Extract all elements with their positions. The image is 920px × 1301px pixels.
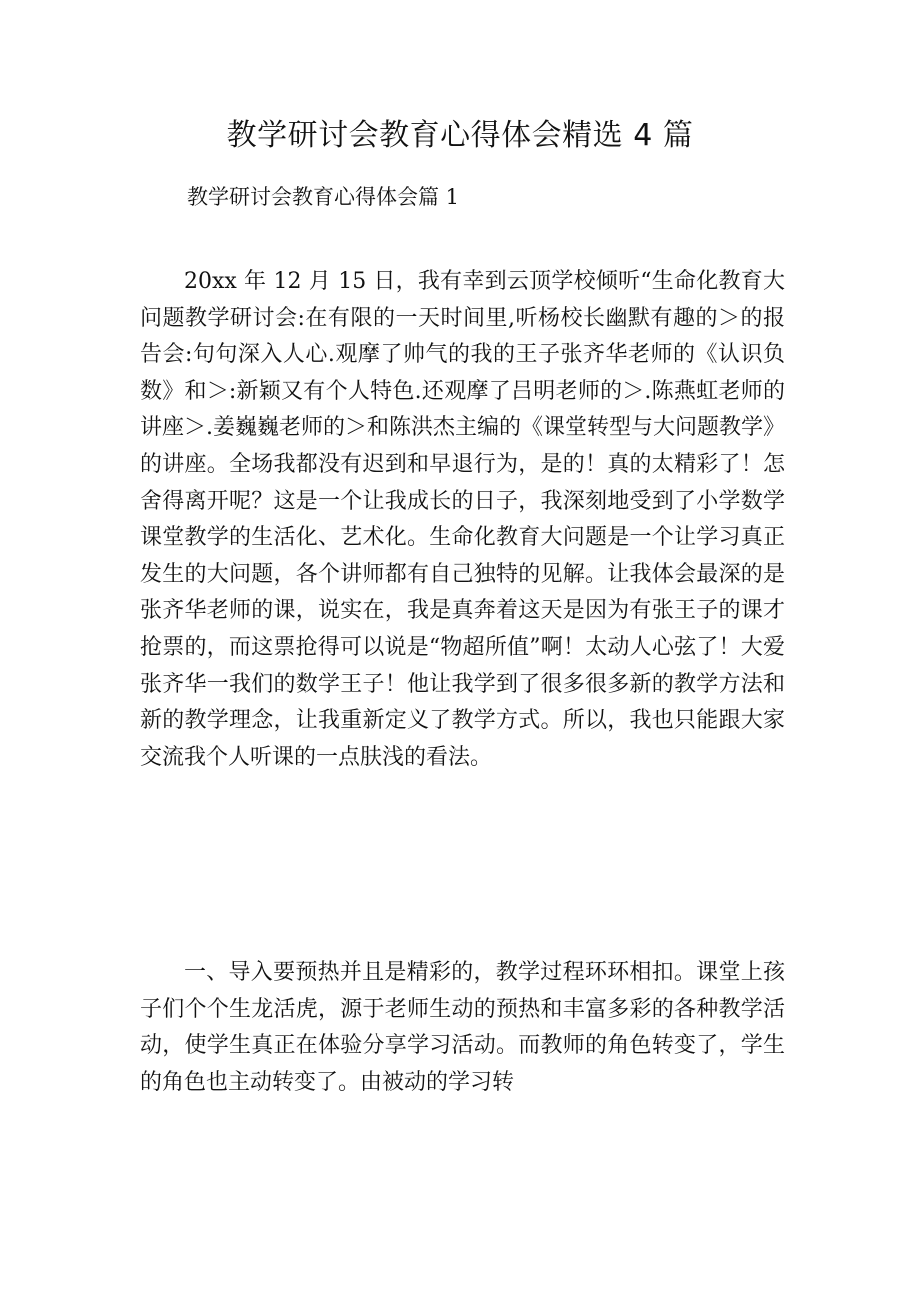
document-title: 教学研讨会教育心得体会精选 4 篇 [226, 118, 694, 153]
body-paragraph-2: 一、导入要预热并且是精彩的，教学过程环环相扣。课堂上孩子们个个生龙活虎，源于老师生动的预热和丰富多彩的各种教学活动，使学生真正在体验分享学习活动。而教师的角色转变了，学生的角色也主动转变了。由被动的学习转 [140, 960, 785, 1095]
section-heading: 教学研讨会教育心得体会篇 1 [187, 185, 460, 209]
body-paragraph-1: 20xx 年 12 月 15 日，我有幸到云顶学校倾听“生命化教育大问题教学研讨会:在有限的一天时间里,听杨校长幽默有趣的＞的报告会:句句深入人心.观摩了帅气的我的王子张齐华老师的《认识负数》和＞:新颖又有个人特色.还观摩了吕明老师的＞.陈燕虹老师的讲座＞.姜巍巍老师的＞和陈洪杰主编的《课堂转型与大问题教学》的讲座。全场我都没有迟到和早退行为，是的！真的太精彩了！怎舍得离开呢？这是一个让我成长的日子，我深刻地受到了小学数学课堂教学的生活化、艺术化。生命化教育大问题是一个让学习真正发生的大问题，各个讲师都有自己独特的见解。让我体会最深的是张齐华老师的课，说实在，我是真奔着这天是因为有张王子的课才抢票的，而这票抢得可以说是“物超所值”啊！太动人心弦了！大爱张齐华一我们的数学王子！他让我学到了很多很多新的教学方法和新的教学理念，让我重新定义了教学方式。所以，我也只能跟大家交流我个人听课的一点肤浅的看法。 [140, 269, 785, 770]
